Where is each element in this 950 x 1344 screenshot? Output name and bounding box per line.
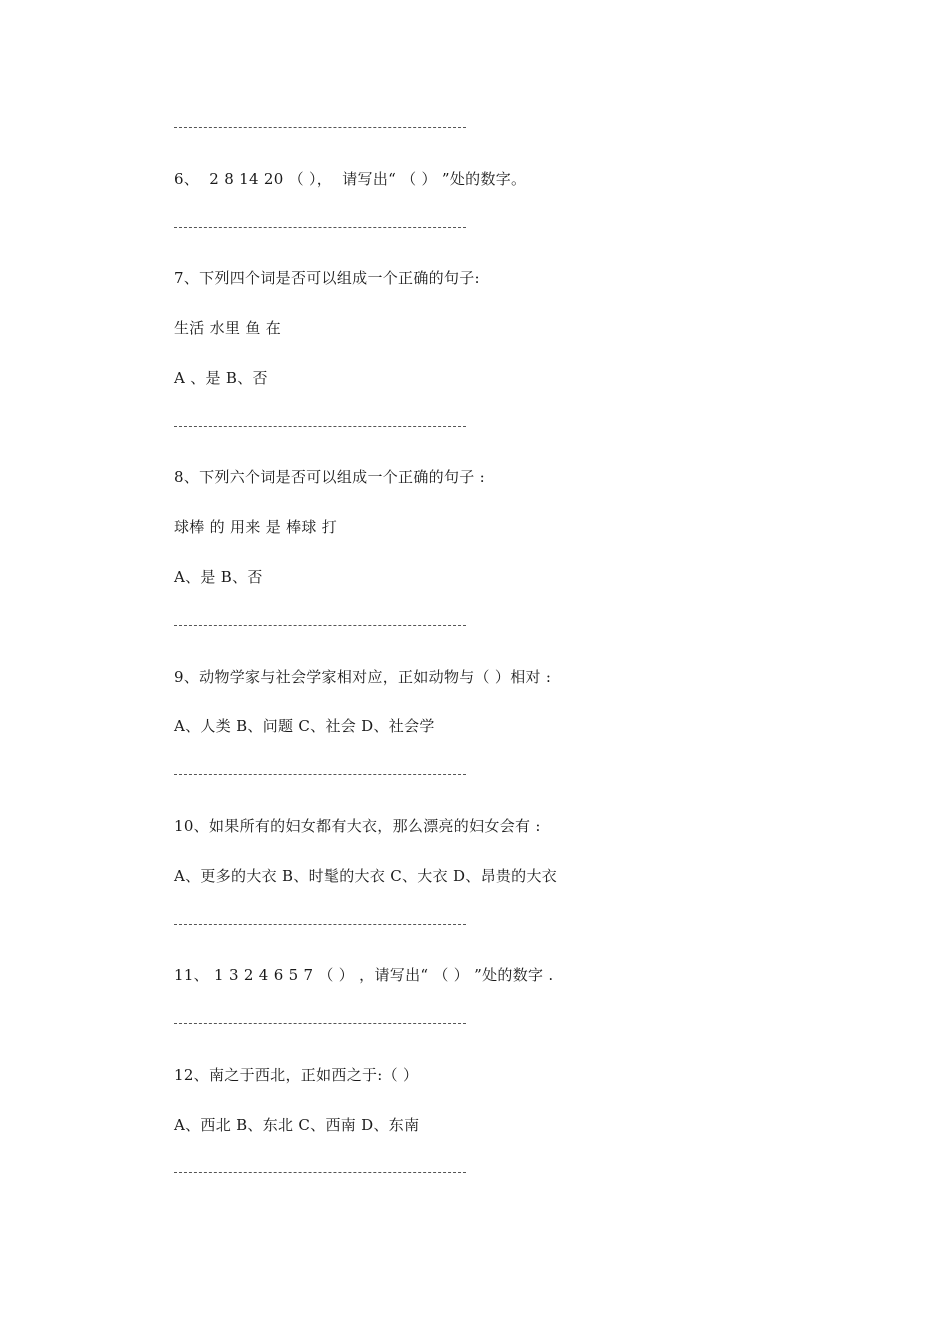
separator-line [174, 127, 466, 128]
question-7-prompt: 7、下列四个词是否可以组成一个正确的句子: [174, 269, 480, 287]
question-9-options: A、人类 B、问题 C、社会 D、社会学 [174, 717, 435, 735]
question-9-prompt: 9、动物学家与社会学家相对应，正如动物与（ ）相对 : [174, 668, 552, 686]
question-11-prompt: 11、 1 3 2 4 6 5 7 （ ） ，请写出“ （ ） ”处的数字 . [174, 966, 554, 984]
question-10-prompt: 10、如果所有的妇女都有大衣，那么漂亮的妇女会有 : [174, 817, 541, 835]
separator-line [174, 1172, 466, 1173]
question-6-prompt: 6、 2 8 14 20 （ ）， 请写出“ （ ） ”处的数字。 [174, 170, 527, 188]
separator-line [174, 426, 466, 427]
question-8-prompt: 8、下列六个词是否可以组成一个正确的句子 : [174, 468, 485, 486]
question-7-words: 生活 水里 鱼 在 [174, 319, 282, 337]
question-7-options: A 、是 B、否 [174, 369, 268, 387]
separator-line [174, 924, 466, 925]
separator-line [174, 774, 466, 775]
separator-line [174, 227, 466, 228]
question-8-words: 球棒 的 用来 是 棒球 打 [174, 518, 338, 536]
question-8-options: A、是 B、否 [174, 568, 263, 586]
question-12-prompt: 12、南之于西北，正如西之于:（ ） [174, 1066, 419, 1084]
question-12-options: A、西北 B、东北 C、西南 D、东南 [174, 1116, 420, 1134]
question-10-options: A、更多的大衣 B、时髦的大衣 C、大衣 D、昂贵的大衣 [174, 867, 558, 885]
separator-line [174, 625, 466, 626]
separator-line [174, 1023, 466, 1024]
